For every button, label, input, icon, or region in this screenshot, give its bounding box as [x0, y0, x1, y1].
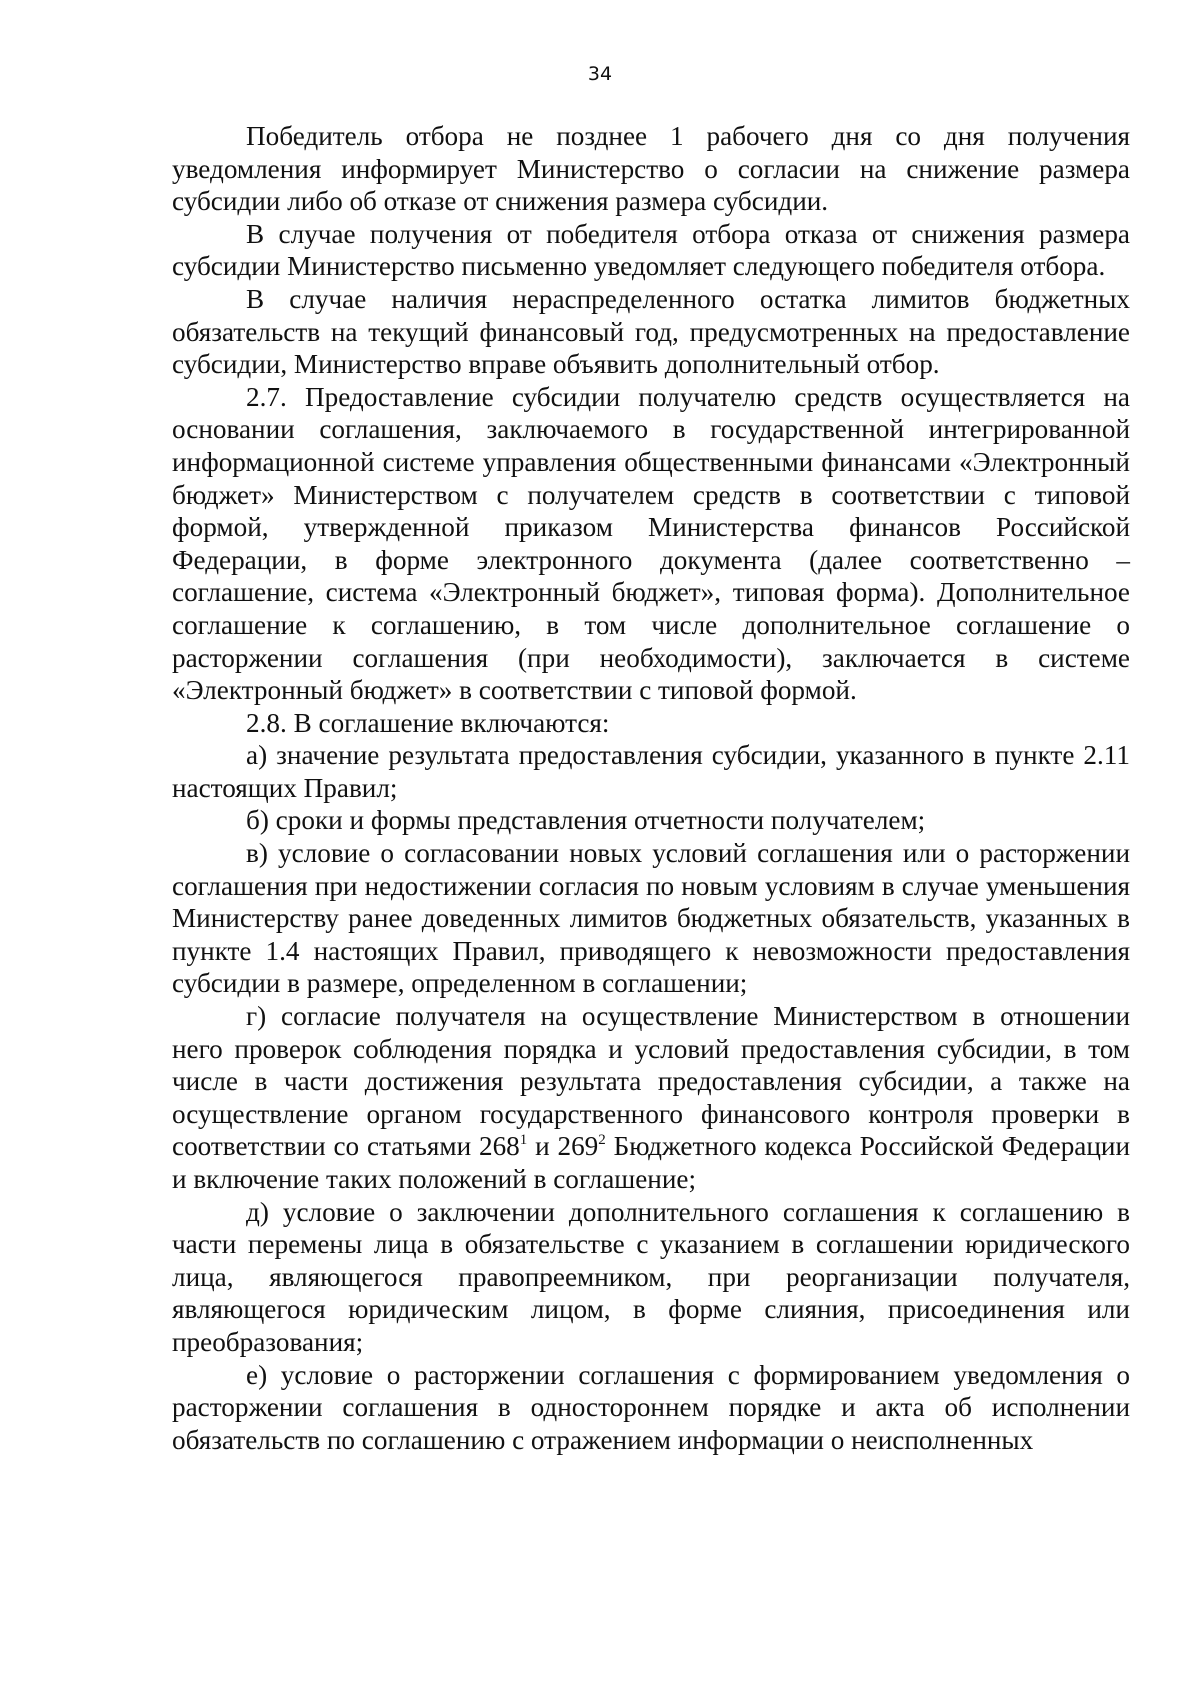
list-item-e: е) условие о расторжении соглашения с формированием уведомления о расторжении соглашения в одностороннем порядке и акта об исполнении обязательств по соглашению с отражением информации о неисполненных [172, 1359, 1130, 1455]
paragraph-winner-notification: Победитель отбора не позднее 1 рабочего дня со дня получения уведомления информирует Министерство о согласии на снижение размера субсидии либо об отказе от снижения размера субсидии. [172, 121, 1130, 217]
list-item-g-text-1: г) согласие получателя на осуществление Министерством в отношении него проверок соблюдения порядка и условий предоставления субсидии, в том числе в части достижения результата предоставления субсидии, а также на осуществление органом государственного финансового контроля проверки в соответствии со статьями 268 [172, 1001, 1130, 1162]
list-item-g [172, 1000, 1130, 1196]
page-number: 34 [587, 63, 613, 85]
list-item-g-text-2: и 269 [527, 1131, 599, 1162]
document-body [172, 120, 1130, 1456]
list-item-b: б) сроки и формы представления отчетности получателем; [246, 805, 926, 836]
superscript-1: 1 [519, 1132, 528, 1149]
paragraph-refusal: В случае получения от победителя отбора отказа от снижения размера субсидии Министерство письменно уведомляет следующего победителя отбора. [172, 218, 1130, 282]
list-item-g-text-3: Бюджетного кодекса Российской Федерации и включение таких положений в соглашение; [172, 1131, 1130, 1194]
list-item-v: в) условие о согласовании новых условий соглашения или о расторжении соглашения при недостижении согласия по новым условиям в случае уменьшения Министерству ранее доведенных лимитов бюджетных обязательств, указанных в пункте 1.4 настоящих Правил, приводящего к невозможности предоставления субсидии в размере, определенном в соглашении; [172, 838, 1130, 999]
paragraph-additional-selection: В случае наличия нераспределенного остатка лимитов бюджетных обязательств на текущий финансовый год, предусмотренных на предоставление субсидии, Министерство вправе объявить дополнительный отбор. [172, 283, 1130, 380]
list-item-a: а) значение результата предоставления субсидии, указанного в пункте 2.11 настоящих Правил; [172, 740, 1130, 803]
list-item-d: д) условие о заключении дополнительного соглашения к соглашению в части перемены лица в обязательстве с указанием в соглашении юридического лица, являющегося правопреемником, при реорганизации получателя, являющегося юридическим лицом, в форме слияния, присоединения или преобразования; [172, 1196, 1130, 1357]
paragraph-2-7: 2.7. Предоставление субсидии получателю средств осуществляется на основании соглашения, заключаемого в государственной интегрированной информационной системе управления общественными финансами «Электронный бюджет» Министерством с получателем средств в соответствии с типовой формой, утвержденной приказом Министерства финансов Российской Федерации, в форме электронного документа (далее соответственно – соглашение, система «Электронный бюджет», типовая форма). Дополнительное соглашение к соглашению, в том числе дополнительное соглашение о расторжении соглашения (при необходимости), заключается в системе «Электронный бюджет» в соответствии с типовой формой. [172, 381, 1130, 706]
superscript-2: 2 [598, 1132, 606, 1149]
paragraph-2-8: 2.8. В соглашение включаются: [246, 707, 610, 738]
